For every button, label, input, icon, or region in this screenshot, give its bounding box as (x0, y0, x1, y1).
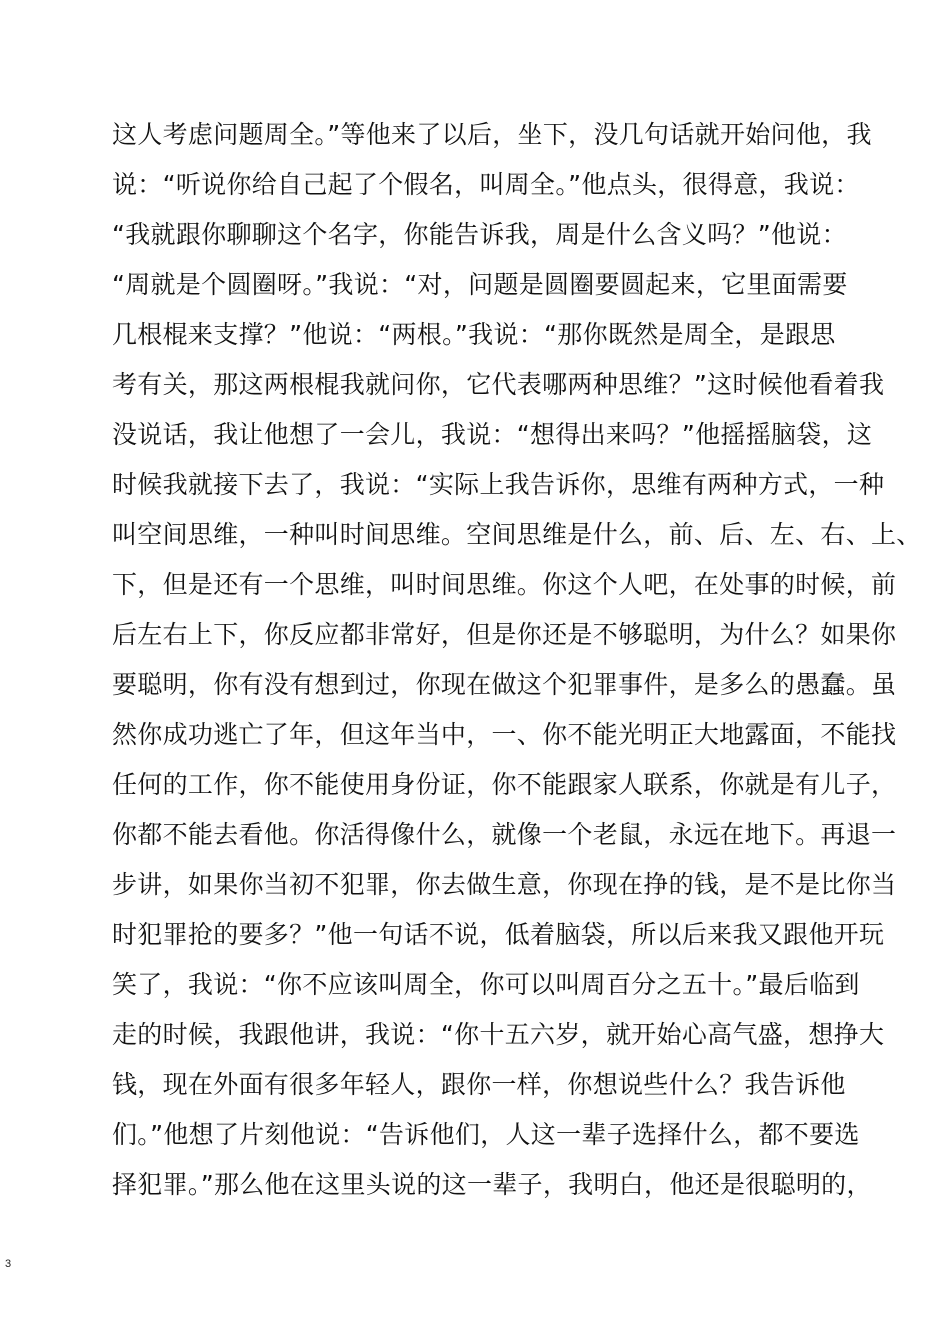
text-line: 任何的工作，你不能使用身份证，你不能跟家人联系，你就是有儿子， (112, 770, 897, 799)
text-line: 时候我就接下去了，我说：“实际上我告诉你，思维有两种方式，一种 (112, 470, 885, 499)
text-line: 要聪明，你有没有想到过，你现在做这个犯罪事件，是多么的愚蠢。虽 (112, 670, 897, 699)
text-line: 然你成功逃亡了年，但这年当中，一、你不能光明正大地露面，不能找 (112, 720, 897, 749)
text-line: 叫空间思维，一种叫时间思维。空间思维是什么，前、后、左、右、上、 (112, 520, 922, 549)
text-line: 你都不能去看他。你活得像什么，就像一个老鼠，永远在地下。再退一 (112, 820, 897, 849)
text-line: 时犯罪抢的要多？”他一句话不说，低着脑袋，所以后来我又跟他开玩 (112, 920, 885, 949)
text-line: 后左右上下，你反应都非常好，但是你还是不够聪明，为什么？如果你 (112, 620, 897, 649)
text-line: 几根棍来支撑？”他说：“两根。”我说：“那你既然是周全，是跟思 (112, 320, 836, 349)
text-line: 笑了，我说：“你不应该叫周全，你可以叫周百分之五十。”最后临到 (112, 970, 860, 999)
text-line: 这人考虑问题周全。”等他来了以后，坐下，没几句话就开始问他，我 (112, 120, 872, 149)
text-line: 下，但是还有一个思维，叫时间思维。你这个人吧，在处事的时候，前 (112, 570, 897, 599)
text-line: 考有关，那这两根棍我就问你，它代表哪两种思维？”这时候他看着我 (112, 370, 885, 399)
text-line: 钱，现在外面有很多年轻人，跟你一样，你想说些什么？我告诉他 (112, 1070, 846, 1099)
text-line: 没说话，我让他想了一会儿，我说：“想得出来吗？”他摇摇脑袋，这 (112, 420, 873, 449)
text-line: 步讲，如果你当初不犯罪，你去做生意，你现在挣的钱，是不是比你当 (112, 870, 897, 899)
text-line: 走的时候，我跟他讲，我说：“你十五六岁，就开始心高气盛，想挣大 (112, 1020, 885, 1049)
text-line: 择犯罪。”那么他在这里头说的这一辈子，我明白，他还是很聪明的， (112, 1170, 872, 1199)
text-line: 们。”他想了片刻他说：“告诉他们，人这一辈子选择什么，都不要选 (112, 1120, 860, 1149)
text-line: “我就跟你聊聊这个名字，你能告诉我，周是什么含义吗？”他说： (112, 220, 847, 249)
text-line: “周就是个圆圈呀。”我说：“对，问题是圆圈要圆起来，它里面需要 (112, 270, 848, 299)
text-line: 说：“听说你给自己起了个假名，叫周全。”他点头，很得意，我说： (112, 170, 860, 199)
page-number: 3 (5, 1258, 12, 1270)
body-text (112, 110, 922, 1210)
